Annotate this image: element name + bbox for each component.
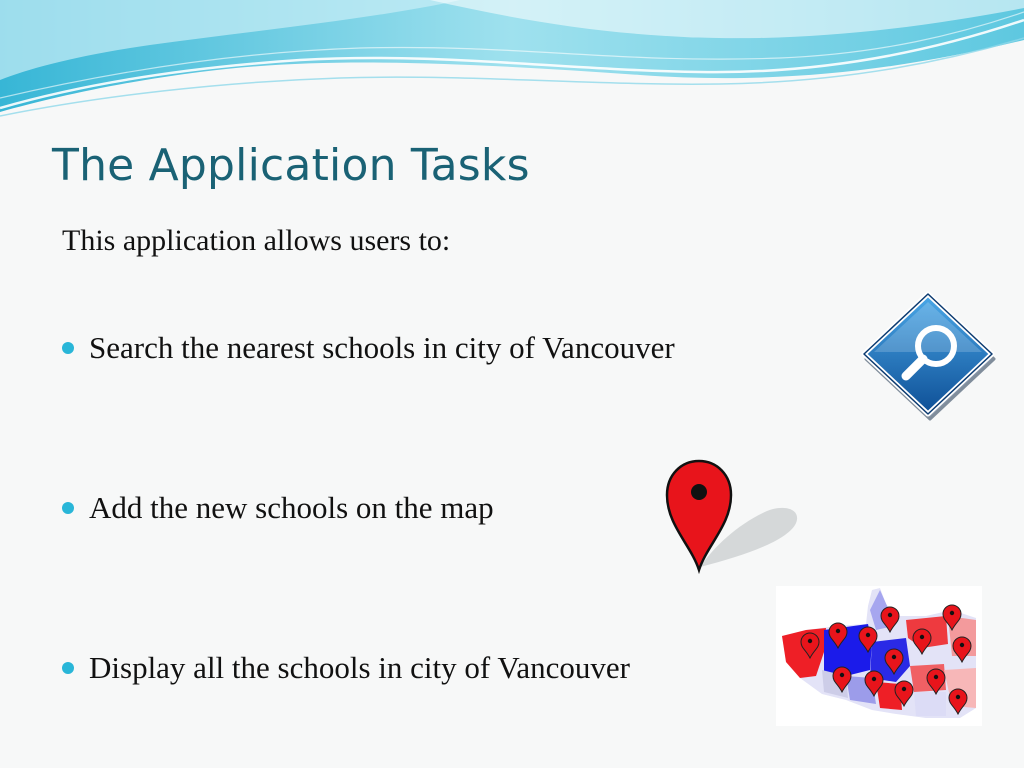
slide-title: The Application Tasks <box>52 140 530 191</box>
bullet-icon <box>62 342 74 354</box>
bullet-text: Display all the schools in city of Vancouver <box>89 650 630 685</box>
bullet-icon <box>62 662 74 674</box>
bullet-item-search <box>62 330 675 366</box>
bullet-text: Search the nearest schools in city of Vancouver <box>89 330 675 365</box>
bullet-item-add <box>62 490 494 526</box>
bullet-icon <box>62 502 74 514</box>
bullet-item-display <box>62 650 630 686</box>
bullet-text: Add the new schools on the map <box>89 490 494 525</box>
intro-text: This application allows users to: <box>62 224 451 257</box>
header-wave-decoration <box>0 0 1024 130</box>
magnifier-diamond-icon <box>858 290 998 422</box>
map-pin-icon <box>655 455 805 575</box>
vancouver-schools-map <box>776 586 982 726</box>
